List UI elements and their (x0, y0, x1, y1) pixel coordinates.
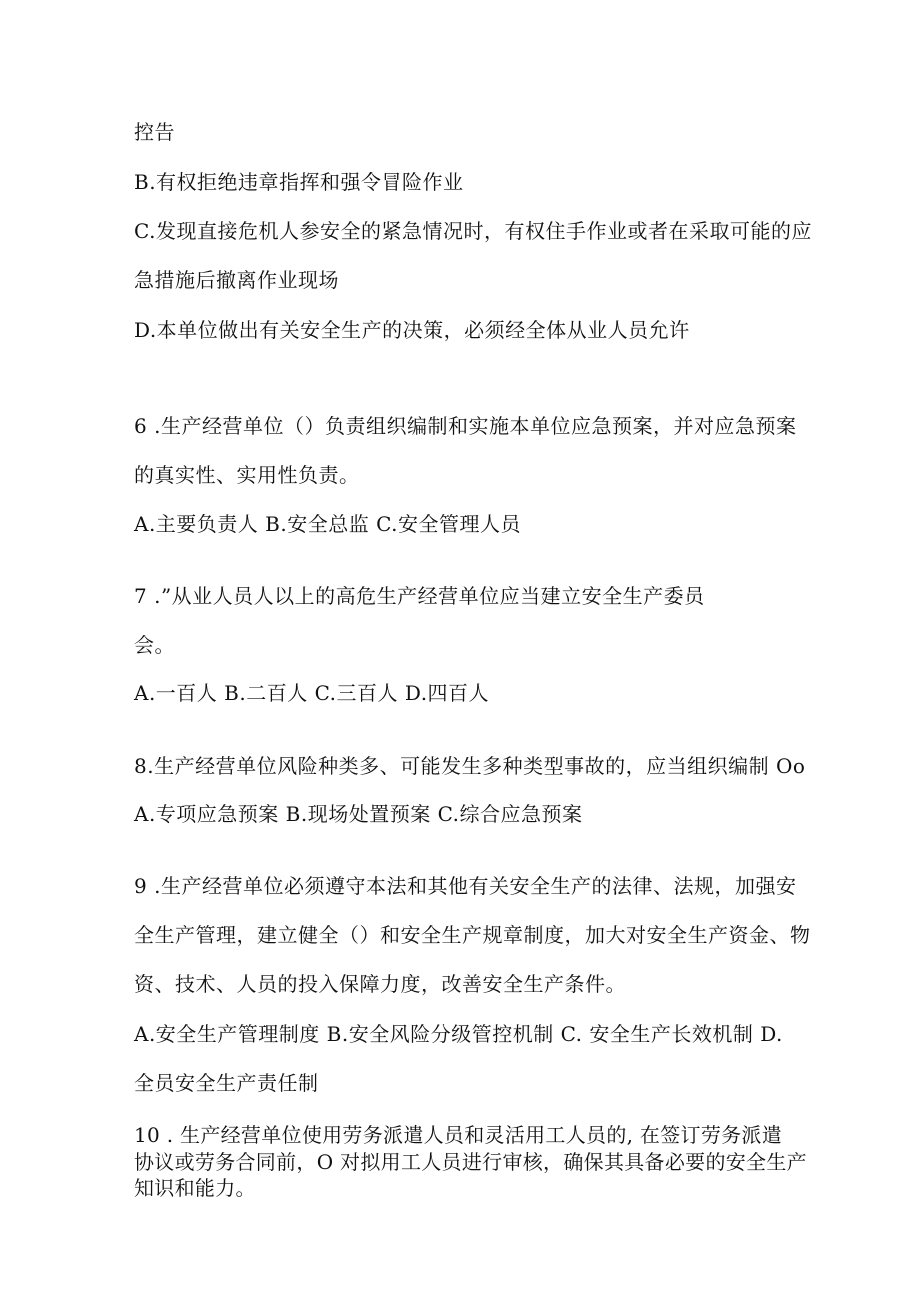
option-d-line: D.本单位做出有关安全生产的决策，必须经全体从业人员允许 (134, 318, 690, 342)
question-10-line-3: 知识和能力。 (134, 1176, 256, 1200)
question-9-line-2: 全生产管理，建立健全（）和安全生产规章制度，加大对安全生产资金、物 (134, 923, 811, 947)
question-9-line-3: 资、技术、人员的投入保障力度，改善安全生产条件。 (134, 972, 626, 996)
option-c-line: C.发现直接危机人参安全的紧急情况时，有权住手作业或者在采取可能的应 (134, 219, 812, 243)
question-6-line-2: 的真实性、实用性负责。 (134, 463, 360, 487)
question-7-options: A.一百人 B.二百人 C.三百人 D.四百人 (134, 681, 490, 705)
question-8-line-1: 8.生产经营单位风险种类多、可能发生多种类型事故的，应当组织编制 Oo (134, 754, 806, 778)
text-line-continuation: 控告 (134, 120, 175, 144)
question-8-options: A.专项应急预案 B.现场处置预案 C.综合应急预案 (134, 802, 583, 826)
question-10-line-1: 10 . 生产经营单位使用劳务派遣人员和灵活用工人员的, 在签订劳务派遣 (134, 1123, 783, 1147)
option-c-line-continued: 急措施后撤离作业现场 (134, 268, 339, 292)
question-7-line-2: 会。 (134, 633, 175, 657)
question-7-line-1: 7 .”从业人员人以上的高危生产经营单位应当建立安全生产委员 (134, 584, 705, 608)
question-9-options-continued: 全员安全生产责任制 (134, 1071, 319, 1095)
question-9-options: A.安全生产管理制度 B.安全风险分级管控机制 C. 安全生产长效机制 D. (134, 1022, 783, 1046)
option-b-line: B.有权拒绝违章指挥和强令冒险作业 (134, 170, 464, 194)
question-9-line-1: 9 .生产经营单位必须遵守本法和其他有关安全生产的法律、法规，加强安 (134, 874, 797, 898)
question-6-line-1: 6 .生产经营单位（）负责组织编制和实施本单位应急预案，并对应急预案 (134, 414, 797, 438)
question-6-options: A.主要负责人 B.安全总监 C.安全管理人员 (134, 512, 522, 536)
question-10-line-2: 协议或劳务合同前，O 对拟用工人员进行审核，确保其具备必要的安全生产 (134, 1150, 807, 1174)
